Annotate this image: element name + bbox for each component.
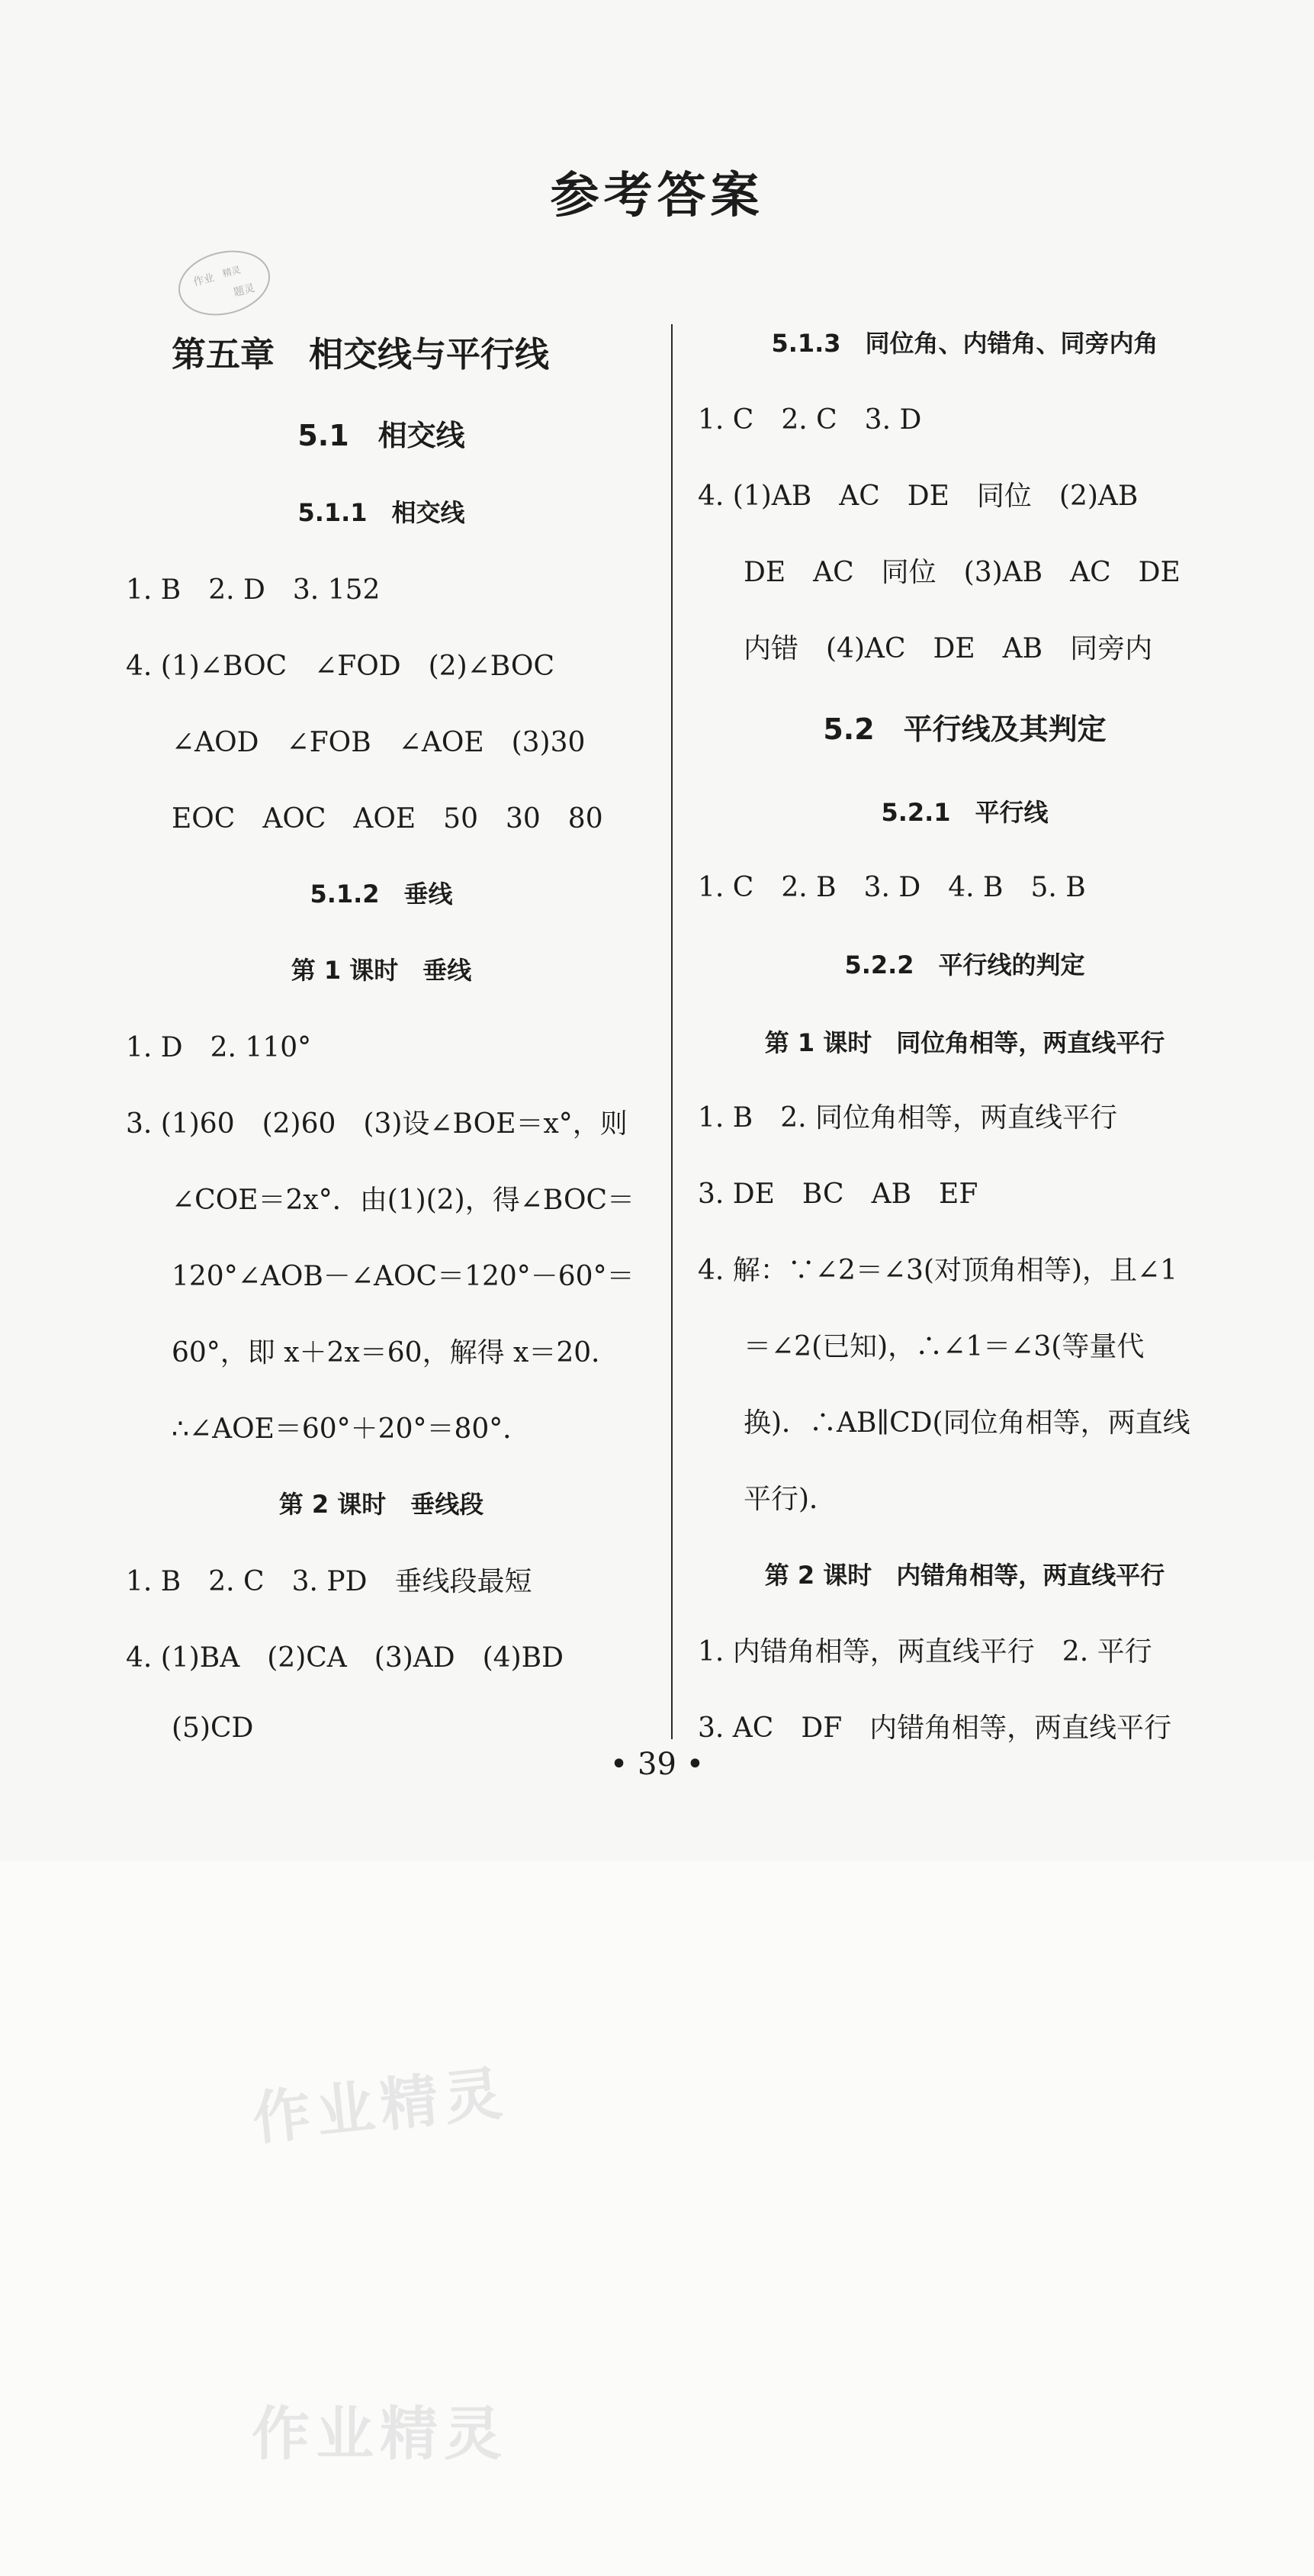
answer-line: 3. (1)60 (2)60 (3)设∠BOE＝x°，则 bbox=[126, 1108, 628, 1140]
answer-line: 4. (1)AB AC DE 同位 (2)AB bbox=[698, 481, 1139, 512]
answer-line: ＝∠2(已知)，∴∠1＝∠3(等量代 bbox=[744, 1331, 1145, 1362]
stamp-logo: 作业 精灵 题灵 bbox=[172, 241, 277, 324]
page-title: 参考答案 bbox=[550, 167, 764, 224]
answer-line: 内错 (4)AC DE AB 同旁内 bbox=[744, 633, 1153, 664]
watermark: 作业精灵 bbox=[249, 2058, 512, 2153]
answer-line: ∠COE＝2x°．由(1)(2)，得∠BOC＝ bbox=[172, 1185, 635, 1216]
page-number: • 39 • bbox=[609, 1747, 705, 1782]
blank-lower-area bbox=[0, 1861, 1314, 2576]
section-heading: 5.1 相交线 bbox=[297, 419, 465, 452]
lesson-heading: 第 2 课时 垂线段 bbox=[278, 1490, 484, 1519]
subsection-heading: 5.2.1 平行线 bbox=[881, 798, 1049, 827]
answer-line: 1. C 2. B 3. D 4. B 5. B bbox=[698, 872, 1086, 903]
answer-line: 1. D 2. 110° bbox=[126, 1032, 312, 1063]
answer-line: 4. (1)BA (2)CA (3)AD (4)BD bbox=[126, 1642, 564, 1674]
subsection-heading: 5.1.1 相交线 bbox=[297, 498, 465, 527]
answer-line: 3. AC DF 内错角相等，两直线平行 bbox=[698, 1713, 1172, 1744]
answer-line: (5)CD bbox=[172, 1713, 254, 1744]
answer-line: ∠AOD ∠FOB ∠AOE (3)30 bbox=[172, 727, 586, 758]
section-heading: 5.2 平行线及其判定 bbox=[823, 712, 1107, 746]
answer-line: 120°∠AOB－∠AOC＝120°－60°＝ bbox=[172, 1261, 635, 1292]
answer-line: 1. B 2. D 3. 152 bbox=[126, 574, 381, 606]
subsection-heading: 5.2.2 平行线的判定 bbox=[844, 950, 1085, 979]
subsection-heading: 5.1.2 垂线 bbox=[310, 880, 453, 909]
answer-line: 4. (1)∠BOC ∠FOD (2)∠BOC bbox=[126, 651, 554, 682]
answer-line: 1. C 2. C 3. D bbox=[698, 404, 922, 436]
lesson-heading: 第 1 课时 垂线 bbox=[291, 956, 472, 985]
watermark: 作业精灵 bbox=[252, 2400, 508, 2468]
answer-line: DE AC 同位 (3)AB AC DE bbox=[744, 557, 1181, 588]
answer-line: 1. B 2. 同位角相等，两直线平行 bbox=[698, 1102, 1118, 1134]
answer-line: 3. DE BC AB EF bbox=[698, 1179, 978, 1210]
answer-line: 平行)． bbox=[744, 1484, 837, 1515]
column-divider bbox=[671, 324, 673, 1739]
answer-line: EOC AOC AOE 50 30 80 bbox=[172, 803, 603, 835]
lesson-heading: 第 1 课时 同位角相等，两直线平行 bbox=[764, 1028, 1165, 1057]
answer-line: 60°，即 x＋2x＝60，解得 x＝20． bbox=[172, 1337, 619, 1368]
lesson-heading: 第 2 课时 内错角相等，两直线平行 bbox=[764, 1561, 1165, 1590]
answer-line: 换)．∴AB∥CD(同位角相等，两直线 bbox=[744, 1407, 1190, 1439]
subsection-heading: 5.1.3 同位角、内错角、同旁内角 bbox=[771, 329, 1158, 358]
answer-line: 4. 解：∵∠2＝∠3(对顶角相等)，且∠1 bbox=[698, 1255, 1178, 1286]
answer-line: ∴∠AOE＝60°＋20°＝80°． bbox=[172, 1413, 531, 1445]
answer-line: 1. B 2. C 3. PD 垂线段最短 bbox=[126, 1566, 532, 1597]
chapter-heading: 第五章 相交线与平行线 bbox=[172, 334, 550, 375]
answer-line: 1. 内错角相等，两直线平行 2. 平行 bbox=[698, 1636, 1152, 1667]
